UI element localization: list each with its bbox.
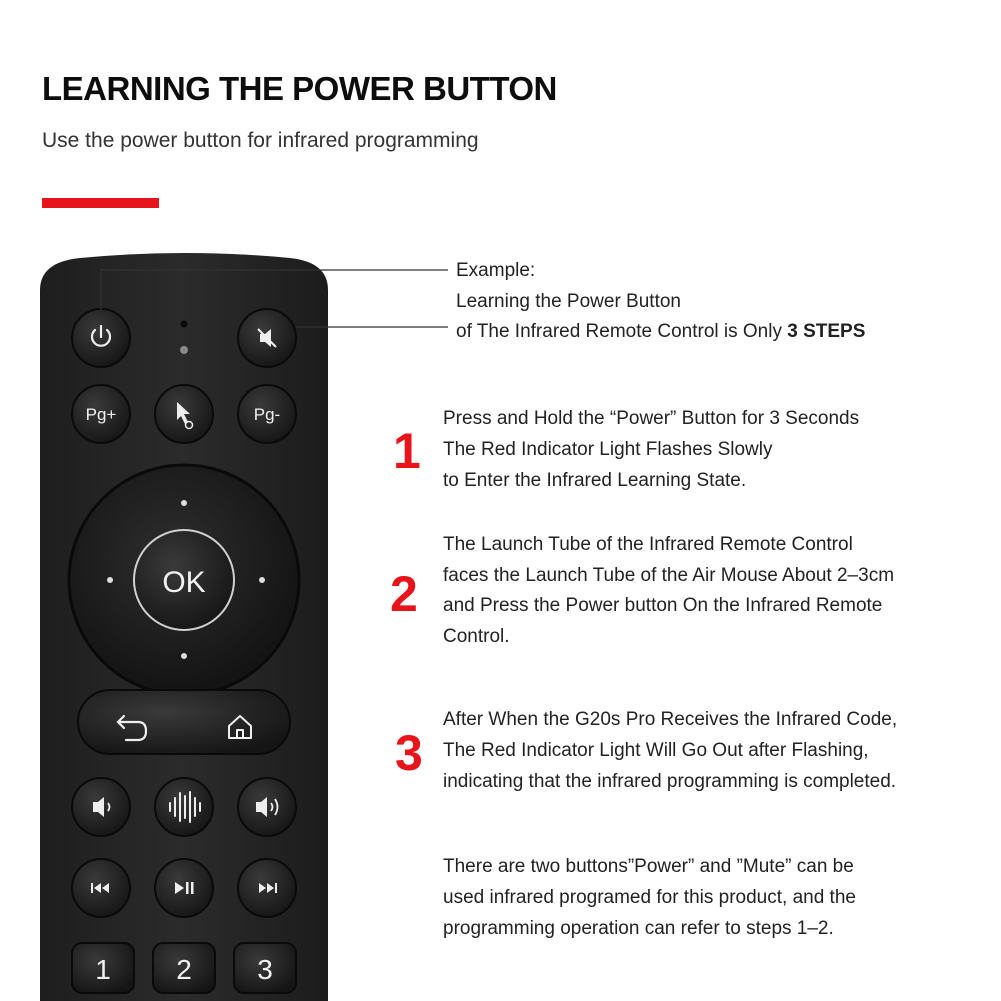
power-button[interactable] [72,309,130,367]
ok-button[interactable] [134,530,234,630]
step-1-number: 1 [393,423,421,479]
step-3-line-1: After When the G20s Pro Receives the Infrared Code, [443,709,898,730]
digit-3-button[interactable] [234,943,296,993]
step-1-line-1: Press and Hold the “Power” Button for 3 Seconds [443,408,860,429]
page-up-button[interactable] [72,385,130,443]
example-line-3-text: of The Infrared Remote Control is Only [456,321,788,342]
step-1-line-2: The Red Indicator Light Flashes Slowly [443,439,773,460]
voice-button[interactable] [155,778,213,836]
step-2-line-4: Control. [443,626,510,647]
volume-down-button[interactable] [72,778,130,836]
digit-2-label: 2 [176,954,192,985]
step-3-line-3: indicating that the infrared programming is completed. [443,771,897,792]
dpad-down[interactable] [181,653,187,659]
note-line-1: There are two buttons”Power” and ”Mute” can be [443,856,854,877]
note-line-3: programming operation can refer to steps 1–2. [443,918,834,939]
note-line-2: used infrared programed for this product, and the [443,887,856,908]
page-down-button[interactable] [238,385,296,443]
page-down-label: Pg- [253,405,281,424]
digit-1-label: 1 [95,954,111,985]
step-3-number: 3 [395,725,423,781]
example-line-2: Learning the Power Button [456,291,681,312]
step-1-line-3: to Enter the Infrared Learning State. [443,470,747,491]
rewind-button[interactable] [72,859,130,917]
mute-button[interactable] [238,309,296,367]
digit-2-button[interactable] [153,943,215,993]
mouse-button[interactable] [155,385,213,443]
dpad-right[interactable] [259,577,265,583]
digit-3-label: 3 [257,954,273,985]
fast-forward-button[interactable] [238,859,296,917]
step-2-line-1: The Launch Tube of the Infrared Remote Control [443,534,853,555]
digit-1-button[interactable] [72,943,134,993]
ir-sensor [181,321,188,328]
ok-label: OK [162,566,206,599]
indicator-light [180,346,188,354]
dpad-left[interactable] [107,577,113,583]
step-2-line-3: and Press the Power button On the Infrared Remote [443,595,883,616]
volume-up-button[interactable] [238,778,296,836]
example-label: Example: [456,260,536,281]
example-emphasis: 3 STEPS [787,321,866,342]
dpad-up[interactable] [181,500,187,506]
page-title: LEARNING THE POWER BUTTON [42,70,557,107]
step-2-number: 2 [390,566,418,622]
step-2-line-2: faces the Launch Tube of the Air Mouse About 2–3cm [443,565,895,586]
play-pause-button[interactable] [155,859,213,917]
page-subtitle: Use the power button for infrared programming [42,129,479,152]
page-up-label: Pg+ [85,405,117,424]
back-home-bar [78,690,290,754]
step-3-line-2: The Red Indicator Light Will Go Out after Flashing, [443,740,869,761]
example-line-3 [456,316,865,347]
